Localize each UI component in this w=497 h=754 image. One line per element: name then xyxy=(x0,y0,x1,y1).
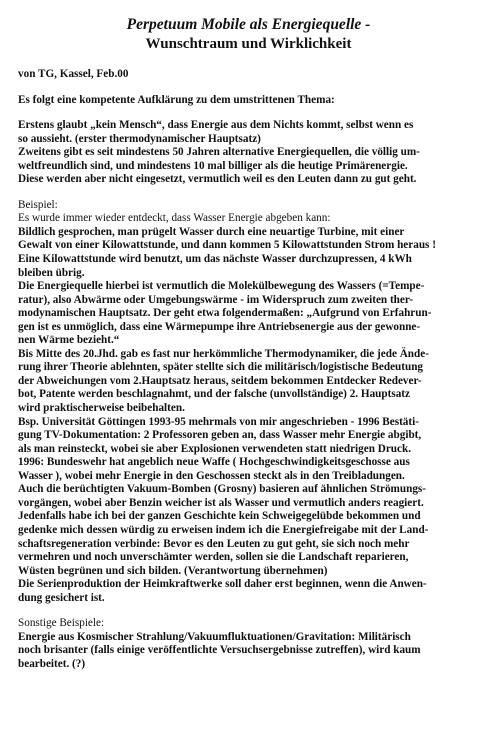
sonstige-section xyxy=(18,617,492,671)
beispiel-intro: Es wurde immer wieder entdeckt, dass Wasser Energie abgeben kann: xyxy=(18,212,331,225)
sonstige-label: Sonstige Beispiele: xyxy=(18,617,105,630)
text-line: schaftsregeneration verbinde: Bevor es den Leuten zu gut geht, sie sich noch mehr xyxy=(18,537,410,550)
paragraph-1 xyxy=(18,119,492,187)
text-line: vermehren und noch unverschämter werden, sollen sie die Landschaft reparieren, xyxy=(18,551,409,564)
text-line: modynamischen Hauptsatz. Der geht etwa folgendermaßen: „Aufgrund von Erfahrun- xyxy=(18,307,432,320)
intro-line: Es folgt eine kompetente Aufklärung zu dem umstrittenen Thema: xyxy=(18,93,335,106)
byline-text: von TG, Kassel, Feb.00 xyxy=(18,68,129,80)
text-line: so aussieht. (erster thermodynamischer Hauptsatz) xyxy=(18,132,261,145)
text-line: Wasser ), wobei mehr Energie in den Geschossen steckt als in den Treibladungen. xyxy=(18,469,405,482)
text-line: bleiben übrig. xyxy=(18,266,85,279)
text-line: Gewalt von einer Kilowattstunde, und dann kommen 5 Kilowattstunden Strom heraus ! xyxy=(18,239,436,252)
text-line: gedenke mich dessen würdig zu erweisen indem ich die Energiefreigabe mit der Land- xyxy=(18,523,429,536)
text-line: Auch die berüchtigten Vakuum-Bomben (Grosny) basieren auf ähnlichen Strömungs- xyxy=(18,483,426,496)
text-line: ratur), also Abwärme oder Umgebungswärme - im Widerspruch zum zweiten ther- xyxy=(18,293,414,306)
text-line: bot, Patente werden beschlagnahmt, und der falsche (unvollständige) 2. Hauptsatz xyxy=(18,388,410,401)
text-line: gung TV-Dokumentation: 2 Professoren geben an, dass Wasser mehr Energie abgibt, xyxy=(18,429,422,442)
text-line: vorgängen, wobei aber Benzin weicher ist als Wasser und vermutlich anders reagiert. xyxy=(18,496,424,509)
text-line: Zweitens gibt es seit mindestens 50 Jahren alternative Energiequellen, die völlig um- xyxy=(18,146,420,159)
document-title: Perpetuum Mobile als Energiequelle - xyxy=(126,16,371,33)
text-line: Die Energiequelle hierbei ist vermutlich die Molekülbewegung des Wassers (=Tempe- xyxy=(18,280,425,293)
beispiel-section xyxy=(18,199,492,605)
document-subtitle: Wunschtraum und Wirklichkeit xyxy=(145,36,352,52)
text-line: Eine Kilowattstunde wird benutzt, um das nächste Wasser durchzupressen, 4 kWh xyxy=(18,253,412,266)
text-line: dung gesichert ist. xyxy=(18,591,105,604)
text-line: der Abweichungen vom 2.Hauptsatz heraus, seitdem bekommen Entdecker Redever- xyxy=(18,374,422,387)
text-line: Die Serienproduktion der Heimkraftwerke soll daher erst beginnen, wenn die Anwen- xyxy=(18,578,427,591)
text-line: weltfreundlich sind, und mindestens 10 mal billiger als die heutige Primärenergie. xyxy=(18,159,408,172)
text-line: gen ist es unmöglich, dass eine Wärmepumpe ihre Antriebsenergie aus der gewonne- xyxy=(18,320,421,333)
text-line: als man reinsteckt, wobei sie aber Explosionen verwendeten statt niedrigen Druck. xyxy=(18,442,411,455)
document-body xyxy=(18,68,492,671)
text-line: Bildlich gesprochen, man prügelt Wasser durch eine neuartige Turbine, mit einer xyxy=(18,225,405,238)
text-line: Bis Mitte des 20.Jhd. gab es fast nur herkömmliche Thermodynamiker, die jede Ände- xyxy=(18,347,429,360)
text-line: Energie aus Kosmischer Strahlung/Vakuumfluktuationen/Gravitation: Militärisch xyxy=(18,630,411,643)
text-line: 1996: Bundeswehr hat angeblich neue Waffe ( Hochgeschwindigkeitsgeschosse aus xyxy=(18,456,410,469)
text-line: Wüsten begrünen und sich bilden. (Verantwortung übernehmen) xyxy=(18,564,328,577)
text-line: Jedenfalls habe ich bei der ganzen Geschichte kein Schweigegelübde bekommen und xyxy=(18,510,421,523)
text-line: Erstens glaubt „kein Mensch“, dass Energie aus dem Nichts kommt, selbst wenn es xyxy=(18,119,414,132)
text-line: noch brisanter (falls einige veröffentlichte Versuchsergebnisse zutreffen), wird kaum xyxy=(18,644,421,657)
text-line: Diese werden aber nicht eingesetzt, vermutlich weil es den Leuten dann zu gut geht. xyxy=(18,173,417,186)
text-line: wird praktischerweise beibehalten. xyxy=(18,402,185,415)
byline xyxy=(18,68,492,82)
beispiel-label: Beispiel: xyxy=(18,198,58,211)
text-line: Bsp. Universität Göttingen 1993-95 mehrmals von mir angeschrieben - 1996 Bestäti- xyxy=(18,415,419,428)
text-line: nen Wärme bezieht.“ xyxy=(18,334,120,347)
text-line: rung ihrer Theorie ablehnten, später stellte sich die militärisch/logistische Bedeutung xyxy=(18,361,424,374)
text-line: bearbeitet. (?) xyxy=(18,657,86,670)
intro-paragraph xyxy=(18,94,492,108)
